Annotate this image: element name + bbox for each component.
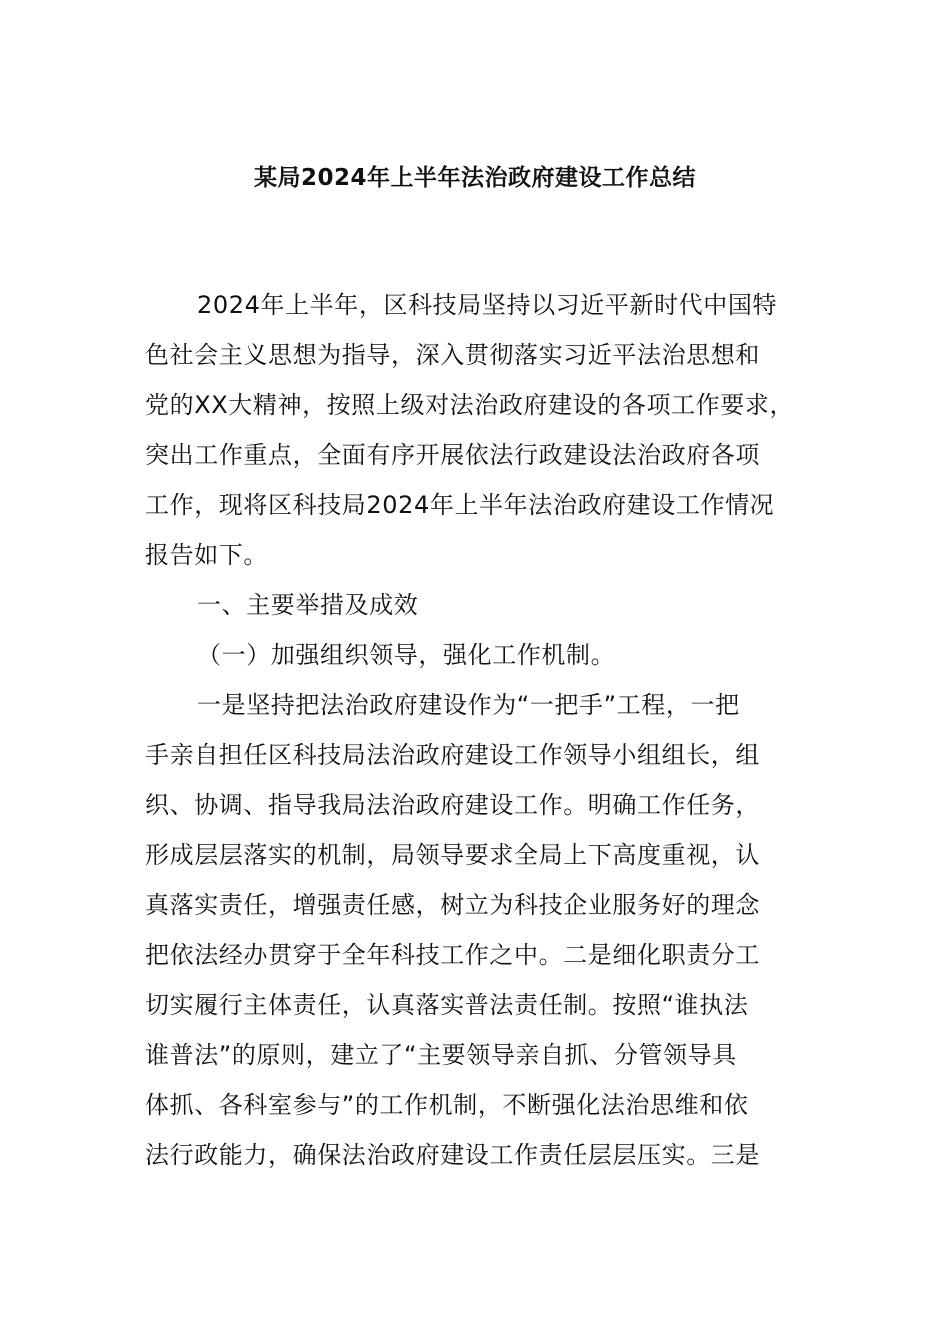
paragraph-line: 真落实责任，增强责任感，树立为科技企业服务好的理念 [145, 891, 760, 919]
document-body [145, 280, 815, 1180]
paragraph-line: 切实履行主体责任，认真落实普法责任制。按照“谁执法 [145, 991, 749, 1019]
section-heading: 一、主要举措及成效 [197, 591, 419, 619]
paragraph-line: 体抓、各科室参与”的工作机制，不断强化法治思维和依 [145, 1091, 749, 1119]
paragraph-line: 色社会主义思想为指导，深入贯彻落实习近平法治思想和 [145, 341, 760, 369]
paragraph-line: 突出工作重点，全面有序开展依法行政建设法治政府各项 [145, 441, 760, 469]
paragraph-line: 法行政能力，确保法治政府建设工作责任层层压实。三是 [145, 1141, 760, 1169]
paragraph-line: 把依法经办贯穿于全年科技工作之中。二是细化职责分工 [145, 941, 760, 969]
paragraph-line: 工作，现将区科技局2024年上半年法治政府建设工作情况 [145, 491, 775, 519]
subsection-heading: （一）加强组织领导，强化工作机制。 [197, 641, 616, 669]
paragraph-line: 党的XX大精神，按照上级对法治政府建设的各项工作要求， [145, 391, 795, 419]
paragraph-line: 形成层层落实的机制，局领导要求全局上下高度重视，认 [145, 841, 760, 869]
paragraph-line: 一是坚持把法治政府建设作为“一把手”工程，一把 [197, 691, 740, 719]
paragraph-line: 2024年上半年，区科技局坚持以习近平新时代中国特 [197, 291, 778, 319]
paragraph-line: 手亲自担任区科技局法治政府建设工作领导小组组长，组 [145, 741, 760, 769]
document-title: 某局2024年上半年法治政府建设工作总结 [253, 165, 696, 191]
paragraph-line: 谁普法”的原则，建立了“主要领导亲自抓、分管领导具 [145, 1041, 737, 1069]
paragraph-line: 报告如下。 [145, 541, 268, 569]
paragraph-line: 织、协调、指导我局法治政府建设工作。明确工作任务， [145, 791, 760, 819]
